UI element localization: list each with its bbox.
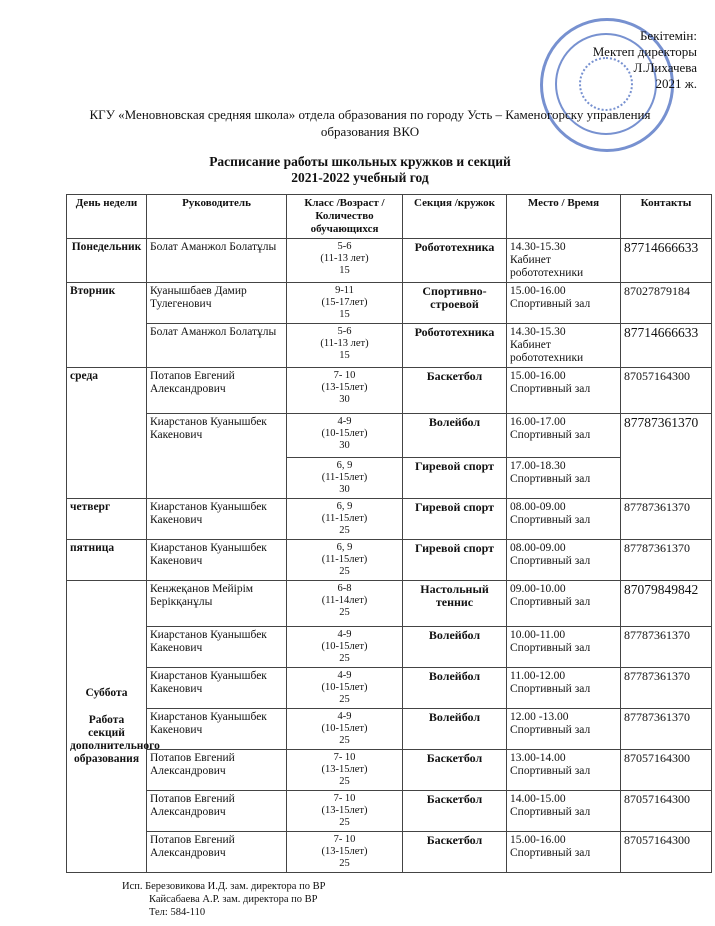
leader-cell [147,324,287,368]
header-place: Место / Время [507,195,621,239]
approval-block [593,28,697,92]
place-line: 16.00-17.00 [510,416,566,428]
class-line: 5-6 [337,241,352,252]
place-line: 12.00 -13.00 [510,711,569,723]
class-line: 25 [339,653,350,664]
title-line: Расписание работы школьных кружков и секций [209,154,511,169]
header-leader: Руководитель [147,195,287,239]
header-row [67,195,712,239]
table-row [67,627,712,668]
contact-cell [621,414,712,499]
class-line: 7- 10 [333,752,356,763]
class-line: (13-15лет) [321,764,368,775]
class-line: 30 [339,484,350,495]
class-line: (13-15лет) [321,382,368,393]
contact-cell [621,750,712,791]
day-label: пятница [70,542,115,554]
place-cell [507,324,621,368]
class-line: 9-11 [335,285,354,296]
leader-cell [147,499,287,540]
section-cell [403,581,507,627]
section-name: Робототехника [414,325,495,339]
class-line: (10-15лет) [321,682,368,693]
approval-position: Мектеп директоры [592,44,697,59]
leader-cell [147,283,287,324]
day-label: четверг [70,501,111,513]
place-line: 10.00-11.00 [510,629,566,641]
place-line: Спортивный зал [510,383,591,395]
place-line: 14.30-15.30 [510,241,566,253]
place-cell [507,368,621,414]
header-day: День недели [67,195,147,239]
place-cell [507,791,621,832]
class-line: (10-15лет) [321,723,368,734]
leader-name: Потапов Евгений Александрович [150,834,235,859]
leader-name: Киарстанов Куанышбек Какенович [150,542,267,567]
class-cell [287,709,403,750]
class-line: 25 [339,735,350,746]
title-year: 2021-2022 учебный год [291,170,429,185]
class-line: (11-15лет) [321,472,368,483]
contact-phone: 87787361370 [624,669,690,683]
class-line: 25 [339,858,350,869]
approval-heading: Бекітемін: [639,28,697,43]
organization-name: КГУ «Меновновская средняя школа» отдела образования по городу Усть – Каменогорску управления образования ВКО [89,107,651,139]
section-name: Баскетбол [426,751,483,765]
class-line: 25 [339,776,350,787]
leader-name: Киарстанов Куанышбек Какенович [150,501,267,526]
place-line: 14.30-15.30 [510,326,566,338]
section-cell [403,627,507,668]
place-line: Спортивный зал [510,724,591,736]
section-name: Баскетбол [426,792,483,806]
place-line: Спортивный зал [510,596,591,608]
leader-cell [147,709,287,750]
place-cell [507,283,621,324]
section-name: Робототехника [414,240,495,254]
class-cell [287,668,403,709]
day-label: среда [70,370,99,382]
leader-cell [147,668,287,709]
class-cell [287,324,403,368]
leader-cell [147,750,287,791]
class-line: 7- 10 [333,793,356,804]
class-line: 6-8 [337,583,352,594]
approval-year: 2021 ж. [655,76,697,91]
class-cell [287,239,403,283]
class-cell [287,458,403,499]
class-line: (13-15лет) [321,846,368,857]
table-row [67,709,712,750]
place-cell [507,668,621,709]
class-line: 7- 10 [333,834,356,845]
section-cell [403,750,507,791]
place-cell [507,499,621,540]
place-line: 17.00-18.30 [510,460,566,472]
leader-name: Киарстанов Куанышбек Какенович [150,711,267,736]
section-name: Гиревой спорт [414,459,495,473]
contact-cell [621,324,712,368]
class-line: 7- 10 [333,370,356,381]
leader-name: Киарстанов Куанышбек Какенович [150,416,267,441]
place-line: Спортивный зал [510,298,591,310]
leader-name: Куанышбаев Дамир Тулегенович [150,285,247,310]
contact-cell [621,239,712,283]
class-line: 6, 9 [336,460,353,471]
class-cell [287,368,403,414]
section-cell [403,324,507,368]
contact-cell [621,627,712,668]
class-cell [287,414,403,458]
table-row [67,499,712,540]
section-cell [403,414,507,458]
contact-cell [621,581,712,627]
leader-name: Болат Аманжол Болатұлы [150,241,277,253]
leader-cell [147,540,287,581]
place-line: 09.00-10.00 [510,583,566,595]
document-title [100,154,620,186]
place-line: Спортивный зал [510,555,591,567]
class-line: (11-15лет) [321,513,368,524]
class-line: 4-9 [337,711,352,722]
leader-name: Киарстанов Куанышбек Какенович [150,670,267,695]
day-cell [67,581,160,873]
contact-phone: 87787361370 [624,628,690,642]
contact-cell [621,832,712,873]
section-cell [403,709,507,750]
place-line: Спортивный зал [510,473,591,485]
contact-phone: 87057164300 [624,751,690,765]
table-row [67,239,712,283]
class-line: 15 [339,309,350,320]
section-cell [403,368,507,414]
section-name: Баскетбол [426,369,483,383]
contact-phone: 87787361370 [624,710,690,724]
contact-phone: 87714666633 [624,325,699,340]
place-line: 15.00-16.00 [510,370,566,382]
table-row [67,324,712,368]
approval-name: Л.Лихачева [633,60,697,75]
day-cell [67,368,147,499]
day-label: Суббота [85,687,128,699]
class-line: (10-15лет) [321,428,368,439]
contact-cell [621,499,712,540]
day-label: Понедельник [71,241,142,253]
leader-cell [147,832,287,873]
contact-cell [621,540,712,581]
section-name: Гиревой спорт [414,500,495,514]
table-row [67,283,712,324]
saturday-note: Работа секций дополнительного образования [70,714,160,765]
section-name: Гиревой спорт [414,541,495,555]
class-line: (11-14лет) [321,595,368,606]
class-line: 25 [339,566,350,577]
contact-phone: 87787361370 [624,500,690,514]
contact-phone: 87787361370 [624,541,690,555]
day-cell [67,499,147,540]
section-cell [403,791,507,832]
class-line: 6, 9 [336,501,353,512]
contact-cell [621,791,712,832]
footer [122,880,325,919]
contact-cell [621,709,712,750]
section-cell [403,458,507,499]
day-cell [67,239,147,283]
class-cell [287,540,403,581]
place-line: Кабинет робототехники [510,339,584,364]
leader-cell [147,791,287,832]
class-cell [287,832,403,873]
section-cell [403,832,507,873]
place-line: Спортивный зал [510,683,591,695]
section-cell [403,540,507,581]
leader-cell [147,368,287,414]
section-cell [403,283,507,324]
leader-cell [147,239,287,283]
class-line: 15 [339,265,350,276]
class-cell [287,627,403,668]
section-name: Волейбол [428,628,481,642]
day-cell [67,283,147,368]
contact-phone: 87057164300 [624,369,690,383]
class-cell [287,581,403,627]
contact-phone: 87787361370 [624,415,699,430]
contact-cell [621,668,712,709]
class-line: 5-6 [337,326,352,337]
footer-phone: Тел: 584-110 [149,907,206,918]
class-line: 25 [339,525,350,536]
class-line: 25 [339,607,350,618]
table-row [67,581,712,627]
class-line: 6, 9 [336,542,353,553]
leader-cell [147,581,287,627]
place-line: 08.00-09.00 [510,542,566,554]
header-class: Класс /Возраст /Количество обучающихся [287,195,403,239]
place-line: Спортивный зал [510,765,591,777]
place-cell [507,832,621,873]
class-line: 30 [339,440,350,451]
place-cell [507,581,621,627]
place-cell [507,627,621,668]
leader-name: Киарстанов Куанышбек Какенович [150,629,267,654]
place-line: 14.00-15.00 [510,793,566,805]
class-line: (15-17лет) [321,297,368,308]
contact-phone: 87027879184 [624,284,690,298]
class-line: 25 [339,817,350,828]
day-label: Вторник [70,285,116,297]
class-line: 4-9 [337,629,352,640]
section-cell [403,239,507,283]
class-cell [287,750,403,791]
place-cell [507,458,621,499]
leader-name: Потапов Евгений Александрович [150,370,235,395]
place-cell [507,709,621,750]
leader-name: Потапов Евгений Александрович [150,793,235,818]
class-line: 15 [339,350,350,361]
place-cell [507,540,621,581]
class-line: 4-9 [337,416,352,427]
footer-executor: Исп. Березовикова И.Д. зам. директора по ВР [122,881,326,892]
section-name: Волейбол [428,669,481,683]
table-row [67,668,712,709]
section-name: Спортивно-строевой [422,284,487,311]
contact-cell [621,283,712,324]
place-line: Спортивный зал [510,642,591,654]
place-line: 15.00-16.00 [510,285,566,297]
class-line: 25 [339,694,350,705]
leader-cell [147,414,287,499]
class-cell [287,791,403,832]
class-line: (10-15лет) [321,641,368,652]
footer-deputy: Кайсабаева А.Р. зам. директора по ВР [149,894,318,905]
place-cell [507,239,621,283]
table-row [67,368,712,414]
place-line: 15.00-16.00 [510,834,566,846]
leader-cell [147,627,287,668]
place-cell [507,414,621,458]
schedule-table [66,194,712,873]
place-line: Спортивный зал [510,847,591,859]
header-section: Секция /кружок [403,195,507,239]
table-row [67,540,712,581]
class-cell [287,499,403,540]
contact-phone: 87057164300 [624,833,690,847]
contact-phone: 87057164300 [624,792,690,806]
class-line: 4-9 [337,670,352,681]
contact-cell [621,368,712,414]
place-line: Спортивный зал [510,806,591,818]
class-line: 30 [339,394,350,405]
place-line: Спортивный зал [510,429,591,441]
table-row [67,750,712,791]
place-line: Спортивный зал [510,514,591,526]
class-cell [287,283,403,324]
class-line: (11-13 лет) [320,338,369,349]
section-name: Баскетбол [426,833,483,847]
leader-name: Потапов Евгений Александрович [150,752,235,777]
place-cell [507,750,621,791]
header-contacts: Контакты [621,195,712,239]
table-row [67,414,712,458]
section-cell [403,499,507,540]
place-line: 13.00-14.00 [510,752,566,764]
contact-phone: 87079849842 [624,582,699,597]
place-line: Кабинет робототехники [510,254,584,279]
class-line: (13-15лет) [321,805,368,816]
place-line: 11.00-12.00 [510,670,566,682]
table-row [67,791,712,832]
section-name: Волейбол [428,710,481,724]
place-line: 08.00-09.00 [510,501,566,513]
leader-name: Болат Аманжол Болатұлы [150,326,277,338]
day-cell [67,540,147,581]
leader-name: Кенжеқанов Мейірім Берікқанұлы [150,583,254,608]
section-name: Волейбол [428,415,481,429]
class-line: (11-13 лет) [320,253,369,264]
contact-phone: 87714666633 [624,240,699,255]
class-line: (11-15лет) [321,554,368,565]
section-cell [403,668,507,709]
table-row [67,832,712,873]
section-name: Настольный теннис [420,582,489,609]
